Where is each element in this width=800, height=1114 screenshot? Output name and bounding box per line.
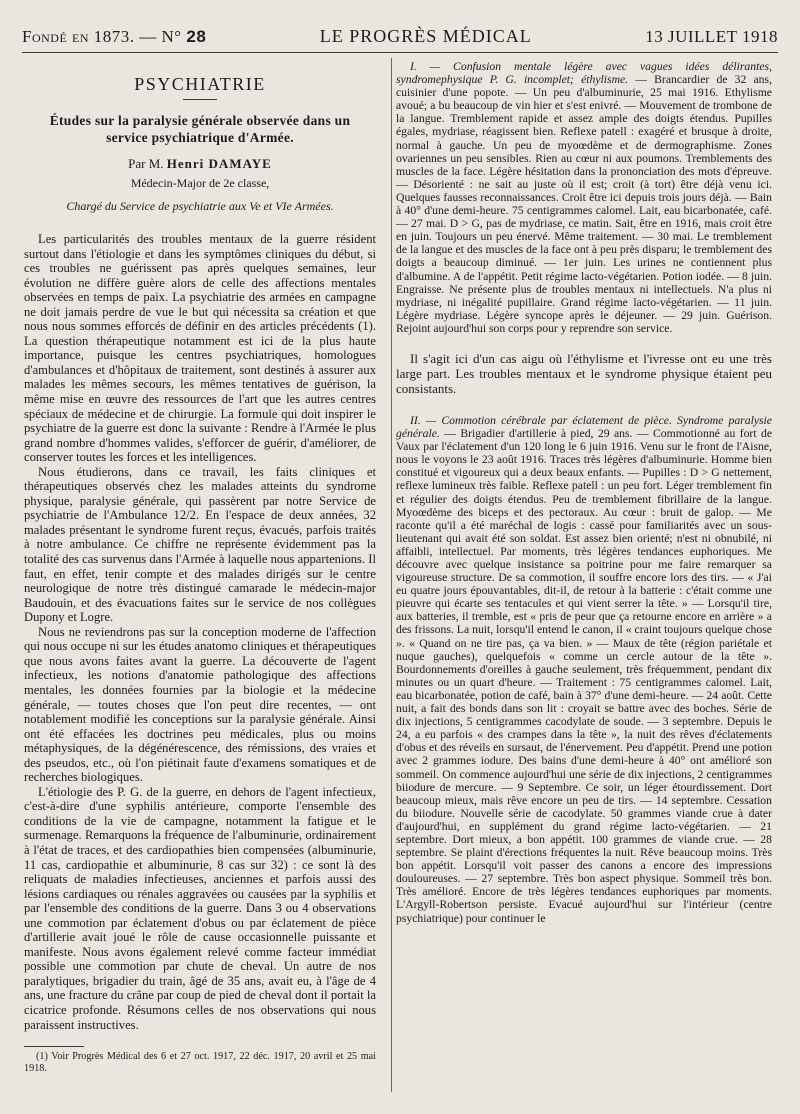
footnote: (1) Voir Progrès Médical des 6 et 27 oct. 1917, 22 déc. 1917, 20 avril et 25 mai 1918.	[24, 1051, 376, 1075]
article-body	[24, 232, 376, 1032]
journal-title: LE PROGRÈS MÉDICAL	[319, 26, 532, 46]
title-rule	[183, 99, 217, 100]
author-name: Henri DAMAYE	[166, 156, 272, 171]
paragraph: Nous étudierons, dans ce travail, les faits cliniques et thérapeutiques observés chez les malades atteints du syndrome physique, paralysie générale, qui passèrent par notre Service de psychiatrie de l'Ambulance 12/2. En l'espace de deux années, 32 malades présentant le syndrome furent reçus, évacués, parfois traités à notre ambulance. Ce chiffre ne représente évidemment pas la totalité des cas survenus dans l'Armée à laquelle nous appartenions. Il faut, en effet, tenir compte et des malades dirigés sur le centre neurologique de notre très distingué camarade le médecin-major Baudouin, et des évacuations faites sur le service de nos collègues Dupony et Logre.	[24, 464, 376, 625]
author-charge: Chargé du Service de psychiatrie aux Ve et VIe Armées.	[66, 199, 334, 213]
founding-and-issue	[22, 27, 206, 47]
header-rule	[22, 52, 778, 53]
byline	[24, 156, 376, 172]
right-column	[396, 60, 772, 925]
issue-number: 28	[186, 27, 207, 46]
paragraph: Nous ne reviendrons pas sur la conception moderne de l'affection qui nous occupe ni sur les études anatomo cliniques et thérapeutiques que nous avons faites avant la guerre. La découverte de l'agent infectieux, les notions d'anatomie pathologique des affections mentales, les données fournies par la biologie et la médecine générale, — toutes choses que l'on peut dire recentes, — ont notablement modifié les conceptions sur la paralysie générale. Ainsi ont été effacées les doctrines peu médicales, plus ou moins métaphysiques, de la dégénérescence, des rémissions, des vraies et des pseudos, etc., où l'on piétinait faute d'examens somatiques et de recherches biologiques.	[24, 624, 376, 785]
paragraph: L'étiologie des P. G. de la guerre, en dehors de l'agent infectieux, c'est-à-dire d'une syphilis antérieure, comporte l'ensemble des conditions de la vie de campagne, notamment la fatigue et le surmenage. Remarquons la fréquence de l'albuminurie, ordinairement à l'état de traces, et des cardiopathies bien compensées (albuminurie, 11 cas, cardiopathie et albuminurie, 8 cas sur 32) : ce sont là des reliquats de maladies infectieuses, anciennes et parfois aussi des lésions cardiaques ou rénales aggravées ou causées par la syphilis et par l'ensemble des conditions de la guerre. Dans 3 ou 4 observations une commotion par éclatement d'obus ou par éclatement de pièce d'artillerie avait joué le rôle de cause occasionnelle puissante et manifeste. Nous avons également relevé comme facteur immédiat possible une commotion par chute de cheval. Un autre de nos paralytiques, brigadier du train, âgé de 35 ans, avait eu, à l'âge de 4 ans, une fracture du crâne par coup de pied de cheval dont il portait la cicatrice profonde. Résumons celles de nos observations qui nous paraissent instructives.	[24, 784, 376, 1032]
case-1-text: — Brancardier de 32 ans, cuisinier d'une popote. — Un peu d'albuminurie, 25 mai 1916. Ethylisme avoué; a bu beaucoup de vin hier et s'est enivré. — Mouvement de trombone de la langue. Tremblement rapide et assez ample des doigts étendus. Pupilles égales, mydriase, réagissent bien. Reflexe patell : exagéré et brusque à droite, normal à gauche. Un peu de myoœdème et de dermographisme. Zones ovariennes un peu sensibles. Rien au cœur ni aux poumons. Tremblements des muscles de la face. Légère hésitation dans la prononciation des mots d'épreuve. — Désorienté : ne sait au juste où il est; croit (à tort) être déjà venu ici. Quelques fausses reconnaissances. Croit être ici depuis trois jours déjà. — Bain à 40° d'une demi-heure. 75 centigrammes calomel. Lait, eau bicarbonatée, café. — 27 mai. D > G, pas de mydriase, ce matin. Sait, être en 1916, mais croit être en juin. Toujours un peu énervé. Même traitement. — 30 mai. Le tremblement de la langue et des muscles de la face ont à peu près disparu; le tremblement des doigts a beaucoup diminué. — 1er juin. Les urines ne contiennent plus d'albumine. A de l'appétit. Petit régime lacto-végétarien. Potion iodée. — 8 juin. Engraisse. Ne présente plus de troubles mentaux ni intellectuels. N'a plus ni mydriase, ni inégalité pupillaire. Grand régime lacto-végétarien. — 11 juin. Légère mydriase. Légère syncope après le déjeuner. — 29 juin. Guérison. Rejoint aujourd'hui son corps pour y reprendre son service.	[396, 73, 772, 335]
case-2-heading: II. — Commotion cérébrale par éclatement de pièce. Syndrome paralysie générale.	[396, 413, 772, 441]
case-2-text: — Brigadier d'artillerie à pied, 29 ans. — Commotionné au fort de Vaux par l'éclatement d'un 120 long le 6 juin 1916. Venu sur le front de l'Aisne, nous le voyons le 23 août 1916. Traces très légères d'albuminurie. Homme bien constitué et vigoureux qui a deux beaux enfants. — Pupilles : D > G nettement, reflexe lumineux très faible. Reflexe patell : un peu fort. Léger tremblement fin et régulier des doigts étendus. Peu de tremblement fibrillaire de la langue. Myoœdème des biceps et des pectoraux. Au cœur : bruit de galop. — Me raconte qu'il a été maréchal de logis : cassé pour familiarités avec un sous-lieutenant qui avait été son soldat. Est assez bien orienté; n'est ni obnubilé, ni affaibli, intellectuel. Par moments, très légères tendances euphoriques. Me découvre avec quelque insistance sa poitrine pour me faire remarquer sa vigoureuse structure. De sa commotion, il souffre encore lors des tirs. — « J'ai eu quatre jours épouvantables, dit-il, de retour à la batterie : c'était comme une pieuvre qui écarte ses tentacules et qui vient serrer la tête. » — Lorsqu'il tire, aux batteries, il tremble, est « pris de peur que ça retourne encore en arrière » a des frissons. La nuit, lorsqu'il entend le canon, il « craint toujours quelque chose ». « Quand on ne tire pas, ça va bien. » — Maux de tête (région pariétale et nuque gauches), quelquefois « comme un cercle autour de la tête ». Bourdonnements d'oreilles à gauche seulement, très fréquemment, pendant dix minutes ou un quart d'heure. — Traitement : 75 centigrammes calomel. Lait, eau bicarbonatée, potion de café, bain à 37° d'une demi-heure. — 24 août. Cette nuit, a fait des bonds dans son lit : croyait se battre avec des boches. Série de dix injections, 5 centigrammes cacodylate de soude. — 3 septembre. Depuis le 24, a eu parfois « des crampes dans la tête », la nuit des rêves d'éclatements d'obus et des réveils en sursaut, de l'énervement. Peu d'appétit. Prend une potion avec 2 grammes iodure. Des bains d'une demi-heure à 40° ont amélioré son sommeil. On commence aujourd'hui une série de dix injections, 2 centigrammes biiodure de mercure. — 9 Septembre. Ce soir, un léger étourdissement. Dort beaucoup mieux, mais rêve encore un peu de tirs. — 14 septembre. Cessation du biiodure. Nouvelle série de cacodylate. 50 grammes viande crue à dater d'aujourd'hui, en supplément du grand régime lacto-végétarien. — 21 septembre. Dort mieux, a bon appétit. 100 grammes de viande crue. — 28 septembre. Se plaint d'érections fréquentes la nuit. Rêve beaucoup moins. Très bon appétit. Lorsqu'il voit passer des canons a encore des impressions douloureuses. — 27 septembre. Très bon aspect physique. Sommeil très bon. Très amélioré. Encore de très légères tendances euphoriques par moments. L'Argyll-Robertson persiste. Evacué aujourd'hui sur l'intérieur (centre psychiatrique) pour continuer le	[396, 427, 773, 925]
case-observation-1	[396, 60, 772, 335]
paragraph: Les particularités des troubles mentaux de la guerre résident surtout dans l'étiologie et dans les symptômes cliniques du début, si ces troubles ne guérissent pas après quelques semaines, leur évolution ne diffère guère alors de celle des affections mentales observées en temps de paix. La psychiatrie des armées en campagne ne doit jamais perdre de vue le but qui nécessita sa création et que nous nous sommes efforcés de définir en des articles précédents (1). La question thérapeutique notamment est ici de la plus haute importance, puisque les centres psychiatriques, homologues d'ambulances et d'hôpitaux de traitement, sont destinés à assurer aux malades les mêmes secours, les mêmes tentatives de guérison, la même mise en œuvre des ressources de l'art que les autres centres spéciaux de médecine et de chirurgie. La formule qui doit inspirer le psychiatre de la guerre est donc la suivante : Rendre à l'Armée le plus grand nombre d'hommes valides, s'efforcer de guérir, d'améliorer, de conserver toutes les forces et les intelligences.	[24, 232, 376, 465]
byline-prefix: Par M.	[128, 156, 164, 171]
footnote-rule	[24, 1046, 84, 1047]
running-head	[22, 26, 778, 48]
founding-text: Fondé en 1873. — N°	[22, 27, 182, 46]
case-1-summary: Il s'agit ici d'un cas aigu où l'éthylisme et l'ivresse ont eu une très large part. Les troubles mentaux et le syndrome physique étaient peu consistants.	[396, 350, 772, 396]
column-divider	[391, 58, 392, 1092]
left-column	[24, 60, 376, 1075]
section-title: PSYCHIATRIE	[134, 74, 266, 94]
issue-date: 13 JUILLET 1918	[645, 27, 778, 46]
case-observation-2	[396, 414, 772, 925]
article-title: Études sur la paralysie générale observée dans un service psychiatrique d'Armée.	[49, 113, 351, 145]
author-role: Médecin-Major de 2e classe,	[130, 176, 270, 190]
case-1-heading: I. — Confusion mentale légère avec vagues idées délirantes, syndromephysique P. G. incomplet; éthylisme.	[396, 60, 772, 87]
